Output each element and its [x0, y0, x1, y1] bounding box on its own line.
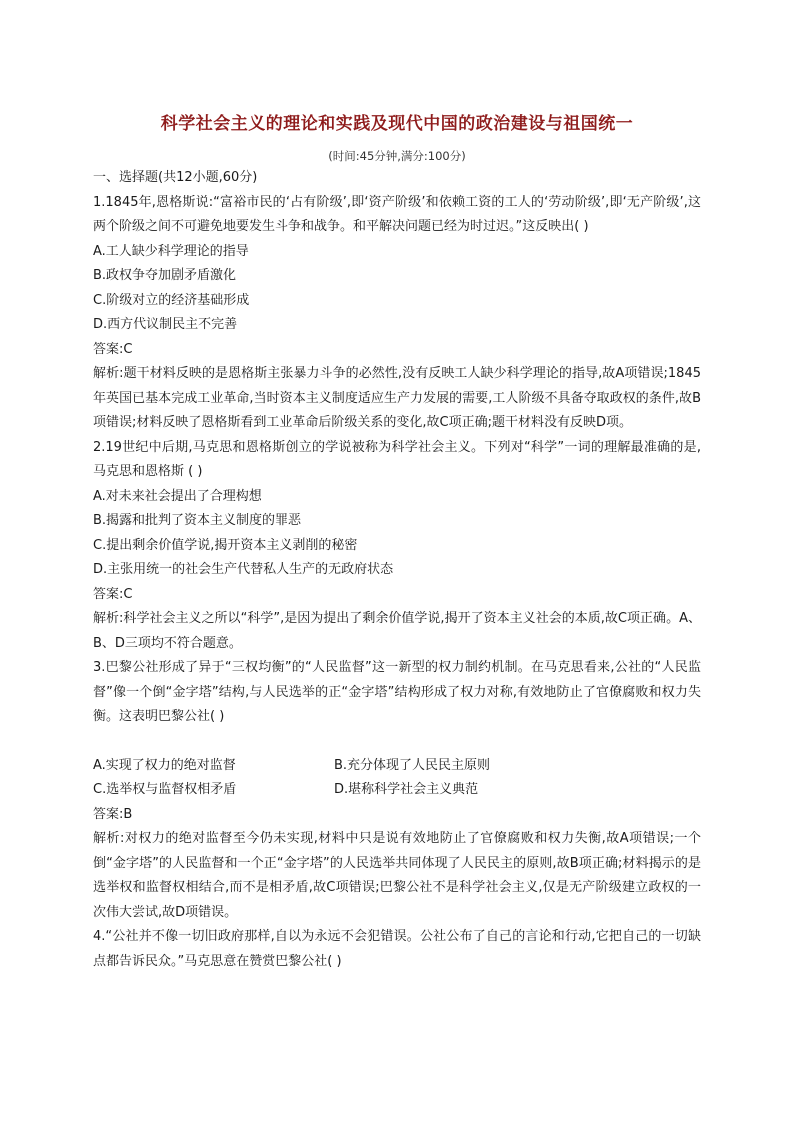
question-2-option-b: B.揭露和批判了资本主义制度的罪恶 [93, 513, 302, 528]
question-3-option-a: A.实现了权力的绝对监督 [93, 757, 236, 773]
question-3-option-c: C.选举权与监督权相矛盾 [93, 782, 237, 797]
question-3-answer: 答案:B [93, 806, 133, 822]
question-1-answer: 答案:C [93, 341, 133, 357]
question-2-explanation: 解析:科学社会主义之所以“科学”,是因为提出了剩余价值学说,揭开了资本主义社会的本质,故C项正确。A、B、D三项均不符合题意。 [93, 611, 701, 651]
question-2-option-c: C.提出剩余价值学说,揭开资本主义剥削的秘密 [93, 537, 358, 553]
question-2-option-d: D.主张用统一的社会生产代替私人生产的无政府状态 [93, 562, 394, 577]
question-2-option-a: A.对未来社会提出了合理构想 [93, 488, 262, 504]
question-3-options-row-1 [93, 754, 701, 779]
blank-line [93, 730, 701, 754]
question-3-options-row-2 [93, 778, 701, 803]
document-body [93, 166, 701, 974]
question-1-option-c: C.阶级对立的经济基础形成 [93, 292, 250, 308]
question-3-option-b: B.充分体现了人民民主原则 [334, 757, 491, 773]
question-1-option-a: A.工人缺少科学理论的指导 [93, 243, 249, 259]
question-3-option-d: D.堪称科学社会主义典范 [334, 782, 479, 797]
question-1-option-d: D.西方代议制民主不完善 [93, 317, 238, 332]
section-heading: 一、选择题(共12小题,60分) [93, 170, 258, 185]
question-3-explanation: 解析:对权力的绝对监督至今仍未实现,材料中只是说有效地防止了官僚腐败和权力失衡,故A项错误;一个倒“金字塔”的人民监督和一个正“金字塔”的人民选举共同体现了人民民主的原则,故B项正确;材料揭示的是选举权和监督权相结合,而不是相矛盾,故C项错误;巴黎公社不是科学社会主义,仅是无产阶级建立政权的一次伟大尝试,故D项错误。 [93, 831, 701, 920]
question-3-stem: 3.巴黎公社形成了异于“三权均衡”的“人民监督”这一新型的权力制约机制。在马克思看来,公社的“人民监督”像一个倒“金字塔”结构,与人民选举的正“金字塔”结构形成了权力对称,有效地防止了官僚腐败和权力失衡。这表明巴黎公社( ) [93, 660, 701, 724]
question-4-stem: 4.“公社并不像一切旧政府那样,自以为永远不会犯错误。公社公布了自己的言论和行动,它把自己的一切缺点都告诉民众。”马克思意在赞赏巴黎公社( ) [93, 929, 701, 969]
exam-time-score: (时间:45分钟,满分:100分) [328, 149, 466, 163]
question-1-explanation: 解析:题干材料反映的是恩格斯主张暴力斗争的必然性,没有反映工人缺少科学理论的指导,故A项错误;1845年英国已基本完成工业革命,当时资本主义制度适应生产力发展的需要,工人阶级不具备夺取政权的条件,故B项错误;材料反映了恩格斯看到工业革命后阶级关系的变化,故C项正确;题干材料没有反映D项。 [93, 366, 701, 430]
document-title: 科学社会主义的理论和实践及现代中国的政治建设与祖国统一 [160, 114, 634, 134]
question-1-option-b: B.政权争夺加剧矛盾激化 [93, 268, 237, 283]
question-2-answer: 答案:C [93, 586, 133, 602]
question-2-stem: 2.19世纪中后期,马克思和恩格斯创立的学说被称为科学社会主义。下列对“科学”一词的理解最准确的是,马克思和恩格斯 ( ) [93, 439, 701, 479]
question-1-stem: 1.1845年,恩格斯说:“富裕市民的‘占有阶级’,即‘资产阶级’和依赖工资的工人的‘劳动阶级’,即‘无产阶级’,这两个阶级之间不可避免地要发生斗争和战争。和平解决问题已经为时过迟。”这反映出( ) [93, 194, 701, 234]
